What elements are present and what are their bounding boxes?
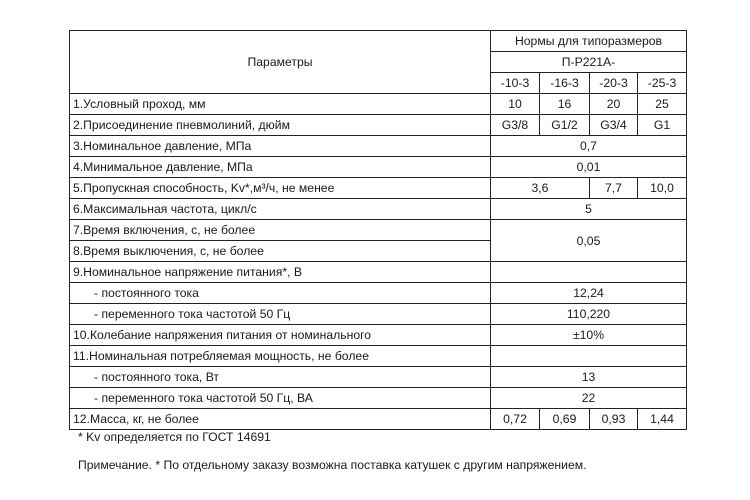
table-row (70, 136, 687, 157)
param-value: 10 (491, 94, 540, 115)
param-value-empty (491, 346, 687, 367)
header-row (70, 31, 687, 52)
param-value: 7,7 (590, 178, 638, 199)
table-row (70, 178, 687, 199)
table-row (70, 325, 687, 346)
param-value: ±10% (491, 325, 687, 346)
size-col: -16-3 (540, 73, 590, 94)
param-value: G1 (638, 115, 687, 136)
param-label: 7.Время включения, с, не более (70, 220, 491, 241)
param-value: G3/8 (491, 115, 540, 136)
param-value: 0,7 (491, 136, 687, 157)
table-row (70, 304, 687, 325)
param-label: 1.Условный проход, мм (70, 94, 491, 115)
table-row (70, 115, 687, 136)
header-params: Параметры (70, 31, 491, 94)
size-col: -25-3 (638, 73, 687, 94)
table-row (70, 220, 687, 241)
param-value: 0,93 (590, 409, 638, 430)
param-sublabel: - постоянного тока, Вт (70, 367, 491, 388)
param-label: 9.Номинальное напряжение питания*, В (70, 262, 491, 283)
param-value: 13 (491, 367, 687, 388)
table-row (70, 367, 687, 388)
param-sublabel: - переменного тока частотой 50 Гц (70, 304, 491, 325)
param-value: 22 (491, 388, 687, 409)
size-col: -10-3 (491, 73, 540, 94)
param-value: 12,24 (491, 283, 687, 304)
param-label: 2.Присоединение пневмолиний, дюйм (70, 115, 491, 136)
param-label: 8.Время выключения, с, не более (70, 241, 491, 262)
param-value: 110,220 (491, 304, 687, 325)
param-value: G3/4 (590, 115, 638, 136)
header-model: П-Р221А- (491, 52, 687, 73)
table-row (70, 388, 687, 409)
param-sublabel: - постоянного тока (70, 283, 491, 304)
param-value: 16 (540, 94, 590, 115)
param-value: 0,72 (491, 409, 540, 430)
table-row (70, 346, 687, 367)
table-row (70, 94, 687, 115)
size-col: -20-3 (590, 73, 638, 94)
table-row (70, 262, 687, 283)
param-value: 25 (638, 94, 687, 115)
param-value: 10,0 (638, 178, 687, 199)
param-sublabel: - переменного тока частотой 50 Гц, ВА (70, 388, 491, 409)
param-label: 4.Минимальное давление, МПа (70, 157, 491, 178)
param-label: 10.Колебание напряжения питания от номинального (70, 325, 491, 346)
param-label: 5.Пропускная способность, Kv*,м³/ч, не менее (70, 178, 491, 199)
param-value: 1,44 (638, 409, 687, 430)
param-value: 20 (590, 94, 638, 115)
param-value: G1/2 (540, 115, 590, 136)
param-value: 0,05 (491, 220, 687, 262)
table-row (70, 283, 687, 304)
param-value: 3,6 (491, 178, 590, 199)
spec-table (69, 30, 687, 430)
param-label: 6.Максимальная частота, цикл/с (70, 199, 491, 220)
table-row (70, 199, 687, 220)
param-label: 3.Номинальное давление, МПа (70, 136, 491, 157)
table-row (70, 157, 687, 178)
header-norms: Нормы для типоразмеров (491, 31, 687, 52)
param-label: 11.Номинальная потребляемая мощность, не более (70, 346, 491, 367)
param-value: 0,01 (491, 157, 687, 178)
param-value: 5 (491, 199, 687, 220)
footnote: * Kv определяется по ГОСТ 14691 (78, 430, 271, 444)
param-label: 12.Масса, кг, не более (70, 409, 491, 430)
param-value-empty (491, 262, 687, 283)
table-row (70, 409, 687, 430)
remark: Примечание. * По отдельному заказу возможна поставка катушек с другим напряжением. (78, 458, 587, 472)
param-value: 0,69 (540, 409, 590, 430)
